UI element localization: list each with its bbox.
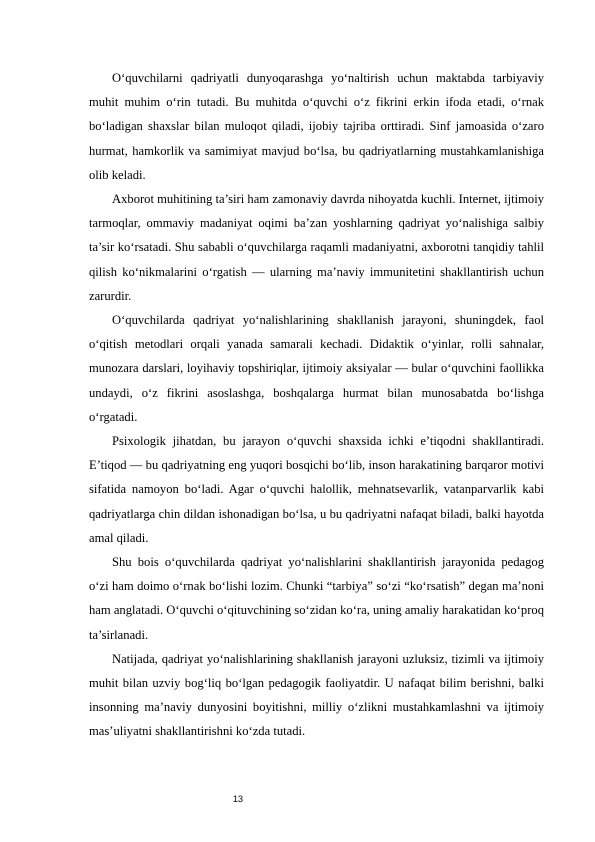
- paragraph-2: Axborot muhitining ta’siri ham zamonaviy davrda nihoyatda kuchli. Internet, ijtimoiy tarmoqlar, ommaviy madaniyat oqimi ba’zan yoshlarning qadriyat yo‘nalishiga salbiy ta’sir ko‘rsatadi. Shu sababli o‘quvchilarga raqamli madaniyatni, axborotni tanqidiy tahlil qilish ko‘nikmalarini o‘rgatish — ularning ma’naviy immunitetini shakllantirish uchun zarurdir.: [89, 192, 544, 303]
- paragraph-3: O‘quvchilarda qadriyat yo‘nalishlarining shakllanish jarayoni, shuningdek, faol o‘qitish metodlari orqali yanada samarali kechadi. Didaktik o‘yinlar, rolli sahnalar, munozara darslari, loyihaviy topshiriqlar, ijtimoiy aksiyalar — bular o‘quvchini faollikka undaydi, o‘z fikrini asoslashga, boshqalarga hurmat bilan munosabatda bo‘lishga o‘rgatadi.: [89, 313, 544, 424]
- paragraph-1: O‘quvchilarni qadriyatli dunyoqarashga yo‘naltirish uchun maktabda tarbiyaviy muhit muhim o‘rin tutadi. Bu muhitda o‘quvchi o‘z fikrini erkin ifoda etadi, o‘rnak bo‘ladigan shaxslar bilan muloqot qiladi, ijobiy tajriba orttiradi. Sinf jamoasida o‘zaro hurmat, hamkorlik va samimiyat mavjud bo‘lsa, bu qadriyatlarning mustahkamlanishiga olib keladi.: [89, 71, 544, 182]
- page-number: 13: [232, 794, 243, 804]
- paragraph-6: Natijada, qadriyat yo‘nalishlarining shakllanish jarayoni uzluksiz, tizimli va ijtimoiy muhit bilan uzviy bog‘liq bo‘lgan pedagogik faoliyatdir. U nafaqat bilim berishni, balki insonning ma’naviy dunyosini boyitishni, milliy o‘zlikni mustahkamlashni va ijtimoiy mas’uliyatni shakllantirishni ko‘zda tutadi.: [89, 651, 544, 739]
- paragraph-4: Psixologik jihatdan, bu jarayon o‘quvchi shaxsida ichki e’tiqodni shakllantiradi. E’tiqod — bu qadriyatning eng yuqori bosqichi bo‘lib, inson harakatining barqaror motivi sifatida namoyon bo‘ladi. Agar o‘quvchi halollik, mehnatsevarlik, vatanparvarlik kabi qadriyatlarga chin dildan ishonadigan bo‘lsa, u bu qadriyatni nafaqat biladi, balki hayotda amal qiladi.: [89, 434, 544, 545]
- paragraph-5: Shu bois o‘quvchilarda qadriyat yo‘nalishlarini shakllantirish jarayonida pedagog o‘zi ham doimo o‘rnak bo‘lishi lozim. Chunki “tarbiya” so‘zi “ko‘rsatish” degan ma’noni ham anglatadi. O‘quvchi o‘qituvchining so‘zidan ko‘ra, uning amaliy harakatidan ko‘proq ta’sirlanadi.: [89, 555, 544, 642]
- document-body: [89, 66, 544, 744]
